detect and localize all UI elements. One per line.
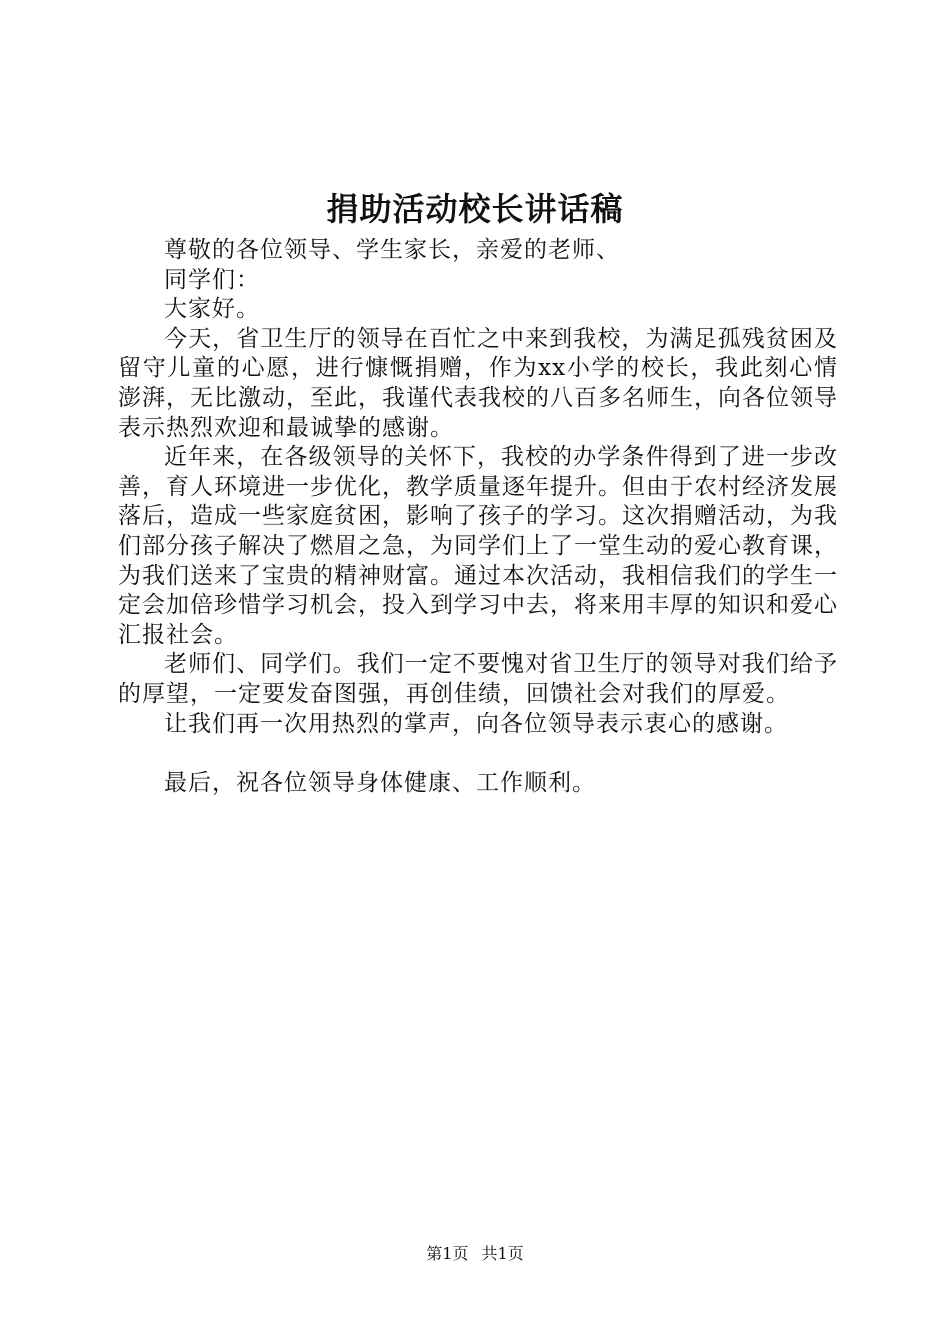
page-footer bbox=[0, 1242, 950, 1266]
document-title: 捐助活动校长讲话稿 bbox=[326, 190, 624, 228]
greeting: 大家好。 bbox=[164, 296, 260, 323]
paragraph-welcome: 今天，省卫生厅的领导在百忙之中来到我校，为满足孤残贫困及留守儿童的心愿，进行慷慨捐赠，作为xx小学的校长，我此刻心情澎湃，无比激动，至此，我谨代表我校的八百多名师生，向各位领导表示热烈欢迎和最诚挚的感谢。 bbox=[118, 325, 838, 441]
paragraph-school-progress: 近年来，在各级领导的关怀下，我校的办学条件得到了进一步改善，育人环境进一步优化，教学质量逐年提升。但由于农村经济发展落后，造成一些家庭贫困，影响了孩子的学习。这次捐赠活动，为我们部分孩子解决了燃眉之急，为同学们上了一堂生动的爱心教育课，为我们送来了宝贵的精神财富。通过本次活动，我相信我们的学生一定会加倍珍惜学习机会，投入到学习中去，将来用丰厚的知识和爱心汇报社会。 bbox=[118, 444, 838, 648]
salutation-line-2: 同学们： bbox=[164, 266, 260, 293]
page-number: 第1页 bbox=[426, 1244, 469, 1263]
document-body bbox=[118, 236, 838, 799]
paragraph-closing-wish: 最后，祝各位领导身体健康、工作顺利。 bbox=[164, 770, 596, 797]
page-total: 共1页 bbox=[481, 1244, 524, 1263]
paragraph-call-to-students: 老师们、同学们。我们一定不要愧对省卫生厅的领导对我们给予的厚望，一定要发奋图强，再创佳绩，回馈社会对我们的厚爱。 bbox=[118, 651, 838, 707]
paragraph-applause: 让我们再一次用热烈的掌声，向各位领导表示衷心的感谢。 bbox=[164, 710, 788, 737]
salutation-line-1: 尊敬的各位领导、学生家长，亲爱的老师、 bbox=[164, 237, 620, 263]
